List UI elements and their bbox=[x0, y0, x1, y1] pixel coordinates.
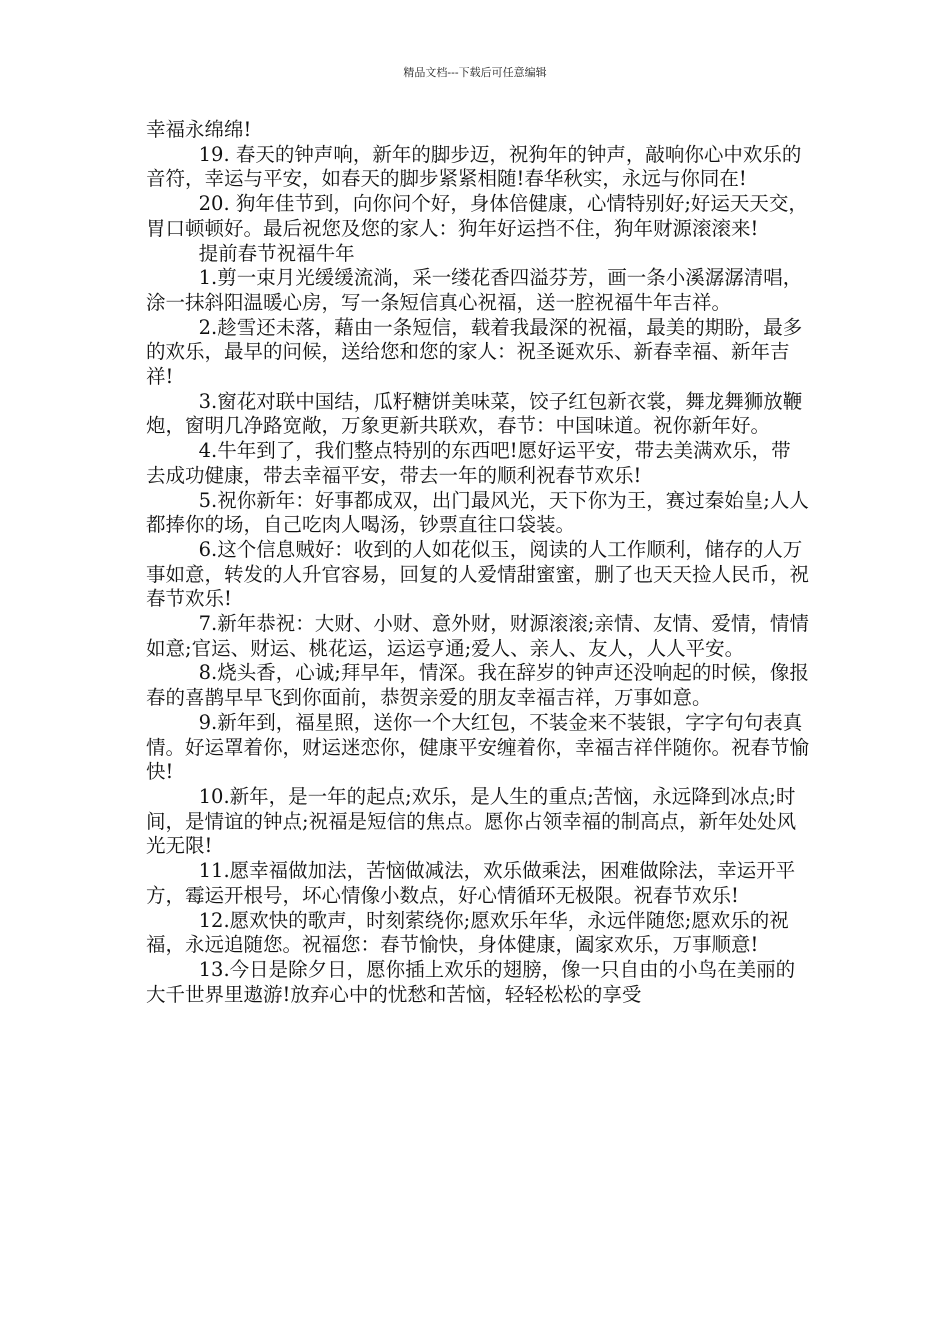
section-heading: 提前春节祝福牛年 bbox=[198, 241, 355, 265]
paragraph-item-19: 19. 春天的钟声响，新年的脚步迈，祝狗年的钟声，敲响你心中欢乐的音符，幸运与平安，如春天的脚步紧紧相随!春华秋实，永远与你同在! bbox=[146, 142, 802, 191]
paragraph-item-12: 12.愿欢快的歌声，时刻萦绕你;愿欢乐年华，永远伴随您;愿欢乐的祝福，永远追随您。祝福您：春节愉快，身体健康，阖家欢乐，万事顺意! bbox=[146, 908, 789, 957]
paragraph-item-20: 20. 狗年佳节到，向你问个好，身体倍健康，心情特别好;好运天天交，胃口顿顿好。最后祝您及您的家人：狗年好运挡不住，狗年财源滚滚来! bbox=[146, 192, 808, 240]
paragraph-item-5: 5.祝你新年：好事都成双，出门最风光，天下你为王，赛过秦始皇;人人都捧你的场，自己吃肉人喝汤，钞票直往口袋装。 bbox=[146, 488, 809, 537]
paragraph-item-10: 10.新年，是一年的起点;欢乐，是人生的重点;苦恼，永远降到冰点;时间，是情谊的钟点;祝福是短信的焦点。愿你占领幸福的制高点，新年处处风光无限! bbox=[146, 784, 797, 858]
paragraph-item-8: 8.烧头香，心诚;拜早年，情深。我在辞岁的钟声还没响起的时候，像报春的喜鹊早早飞到你面前，恭贺亲爱的朋友幸福吉祥，万事如意。 bbox=[146, 661, 809, 710]
page-header: 精品文档---下载后可任意编辑 bbox=[403, 66, 547, 79]
paragraph-item-13: 13.今日是除夕日，愿你插上欢乐的翅膀，像一只自由的小鸟在美丽的大千世界里遨游!放弃心中的忧愁和苦恼，轻轻松松的享受 bbox=[146, 957, 796, 1006]
paragraph-item-2: 2.趁雪还未落，藉由一条短信，载着我最深的祝福，最美的期盼，最多的欢乐，最早的问候，送给您和您的家人：祝圣诞欢乐、新春幸福、新年吉祥! bbox=[146, 315, 803, 389]
paragraph-item-9: 9.新年到，福星照，送你一个大红包，不装金来不装银，字字句句表真情。好运罩着你，财运迷恋你，健康平安缠着你，幸福吉祥伴随你。祝春节愉快! bbox=[146, 710, 810, 784]
paragraph-item-3: 3.窗花对联中国结，瓜籽糖饼美味菜，饺子红包新衣裳，舞龙舞狮放鞭炮，窗明几净路宽敞，万象更新共联欢，春节：中国味道。祝你新年好。 bbox=[146, 389, 803, 438]
paragraph-continuation: 幸福永绵绵! bbox=[146, 118, 252, 141]
paragraph-item-4: 4.牛年到了，我们整点特别的东西吧!愿好运平安，带去美满欢乐，带去成功健康，带去幸福平安，带去一年的顺利祝春节欢乐! bbox=[146, 439, 791, 487]
paragraph-item-7: 7.新年恭祝：大财、小财、意外财，财源滚滚;亲情、友情、爱情，情情如意;官运、财运、桃花运，运运亨通;爱人、亲人、友人，人人平安。 bbox=[146, 612, 809, 660]
document-body bbox=[146, 118, 810, 1007]
paragraph-item-11: 11.愿幸福做加法，苦恼做减法，欢乐做乘法，困难做除法，幸运开平方，霉运开根号，坏心情像小数点，好心情循环无极限。祝春节欢乐! bbox=[146, 859, 796, 907]
paragraph-item-1: 1.剪一束月光缓缓流淌，采一缕花香四溢芬芳，画一条小溪潺潺清唱，涂一抹斜阳温暖心房，写一条短信真心祝福，送一腔祝福牛年吉祥。 bbox=[146, 266, 803, 314]
paragraph-item-6: 6.这个信息贼好：收到的人如花似玉，阅读的人工作顺利，储存的人万事如意，转发的人升官容易，回复的人爱情甜蜜蜜，删了也天天捡人民币，祝春节欢乐! bbox=[146, 537, 810, 611]
